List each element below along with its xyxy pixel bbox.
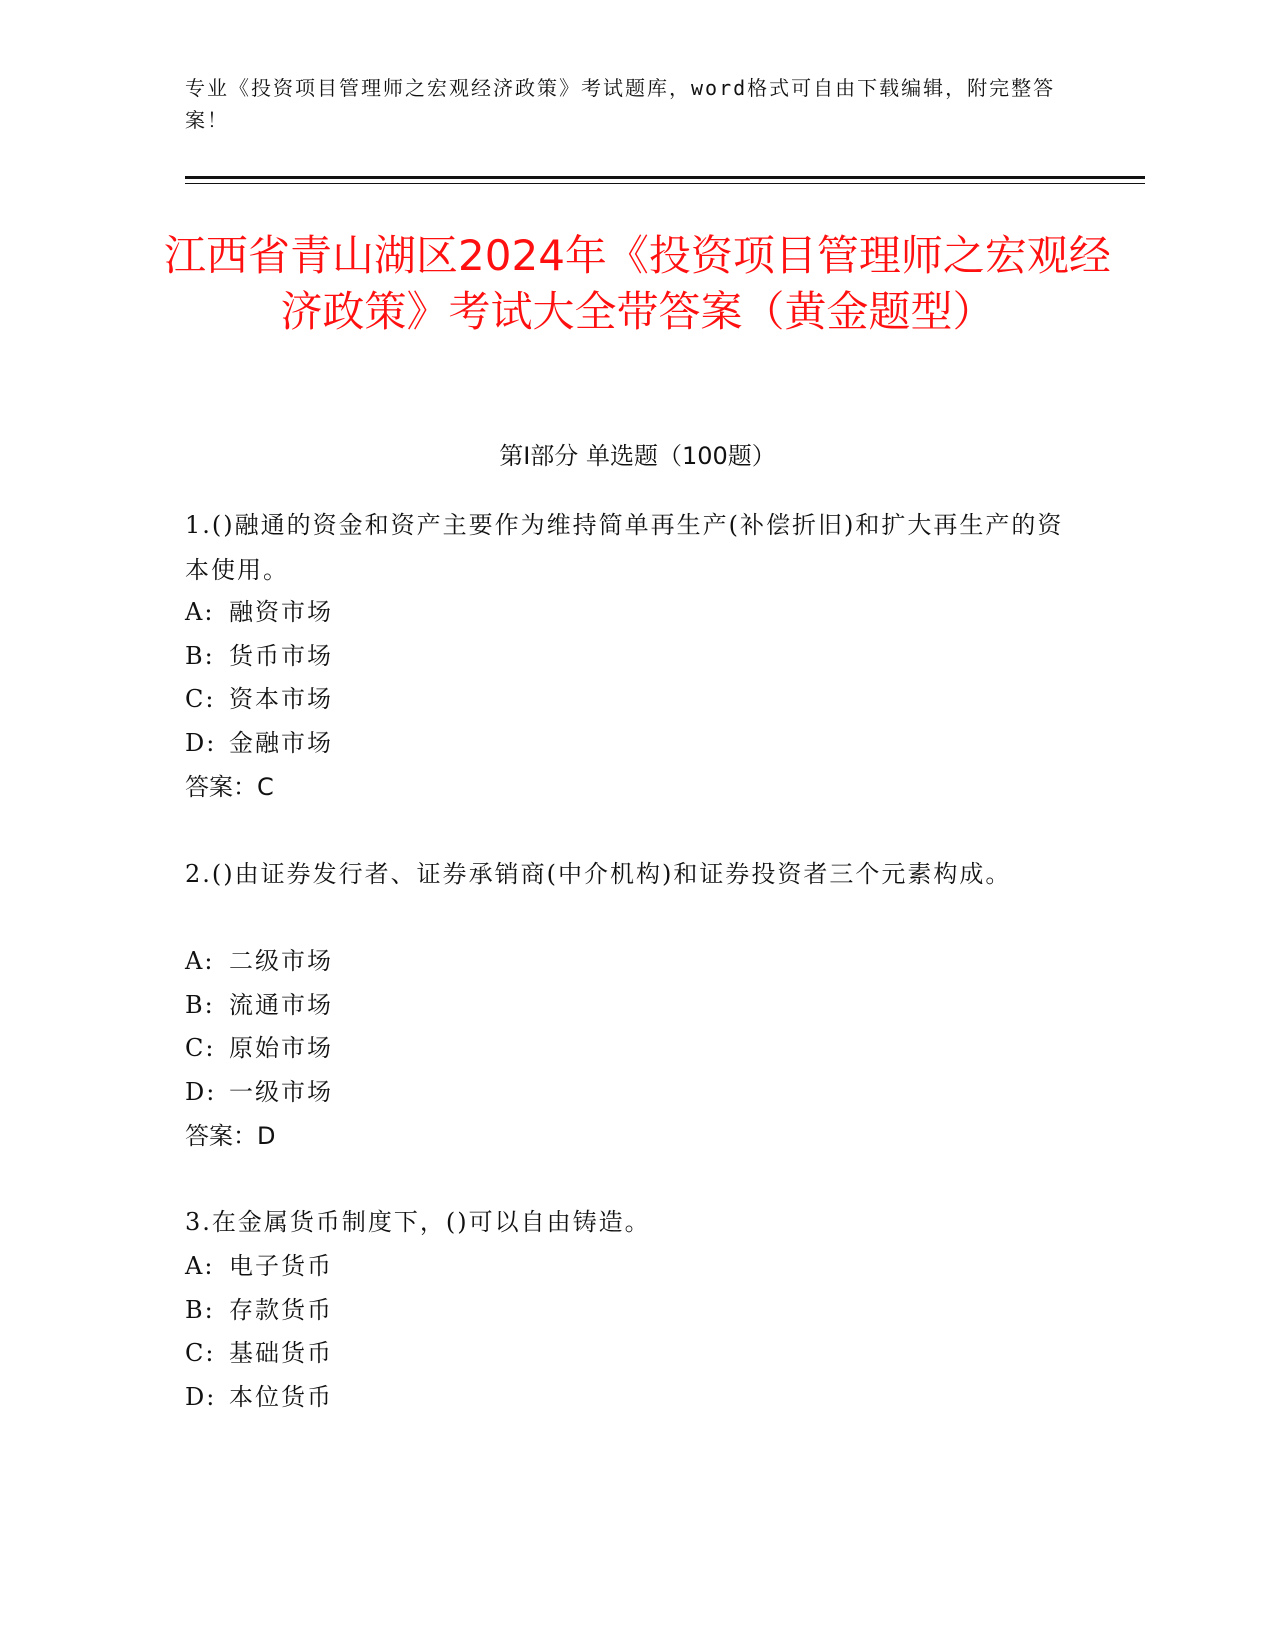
option-1-b xyxy=(185,634,333,679)
option-2-b xyxy=(185,983,333,1028)
option-label: A: xyxy=(185,1252,215,1280)
answer-2: 答案：D xyxy=(185,1122,276,1150)
option-label: C: xyxy=(185,1339,216,1367)
option-text: 流通市场 xyxy=(229,991,333,1019)
option-text: 一级市场 xyxy=(229,1078,333,1106)
option-1-d xyxy=(185,721,333,766)
option-label: D: xyxy=(185,1383,217,1411)
option-text: 二级市场 xyxy=(229,947,333,975)
option-text: 本位货币 xyxy=(229,1383,333,1411)
option-text: 电子货币 xyxy=(229,1252,333,1280)
header-rule-thin xyxy=(185,183,1145,184)
option-3-c xyxy=(185,1331,333,1376)
header-rule-thick xyxy=(185,176,1145,179)
document-title: 江西省青山湖区2024年《投资项目管理师之宏观经济政策》考试大全带答案（黄金题型） xyxy=(164,231,1111,336)
option-text: 金融市场 xyxy=(229,729,333,757)
question-text-2: 2.()由证券发行者、证券承销商(中介机构)和证券投资者三个元素构成。 xyxy=(185,860,1012,888)
option-3-b xyxy=(185,1288,333,1333)
option-label: B: xyxy=(185,1296,215,1324)
option-text: 货币市场 xyxy=(229,642,333,670)
question-text-3: 3.在金属货币制度下，()可以自由铸造。 xyxy=(185,1208,651,1236)
option-text: 原始市场 xyxy=(229,1034,333,1062)
option-2-c xyxy=(185,1026,333,1071)
option-3-a xyxy=(185,1244,333,1289)
option-text: 基础货币 xyxy=(229,1339,333,1367)
option-label: C: xyxy=(185,685,216,713)
option-text: 融资市场 xyxy=(229,598,333,626)
option-3-d xyxy=(185,1375,333,1420)
question-text-1: 1.()融通的资金和资产主要作为维持简单再生产(补偿折旧)和扩大再生产的资本使用。 xyxy=(185,511,1064,584)
option-label: B: xyxy=(185,642,215,670)
option-label: B: xyxy=(185,991,215,1019)
option-label: A: xyxy=(185,598,215,626)
option-label: D: xyxy=(185,1078,217,1106)
header-note: 专业《投资项目管理师之宏观经济政策》考试题库，word格式可自由下载编辑，附完整答案！ xyxy=(185,76,1056,132)
option-2-a xyxy=(185,939,333,984)
answer-1: 答案：C xyxy=(185,773,274,801)
option-1-c xyxy=(185,677,333,722)
option-label: D: xyxy=(185,729,217,757)
option-label: C: xyxy=(185,1034,216,1062)
option-text: 存款货币 xyxy=(229,1296,333,1324)
option-1-a xyxy=(185,590,333,635)
option-label: A: xyxy=(185,947,215,975)
option-text: 资本市场 xyxy=(229,685,333,713)
option-2-d xyxy=(185,1070,333,1115)
section-title: 第Ⅰ部分 单选题（100题） xyxy=(499,442,776,470)
